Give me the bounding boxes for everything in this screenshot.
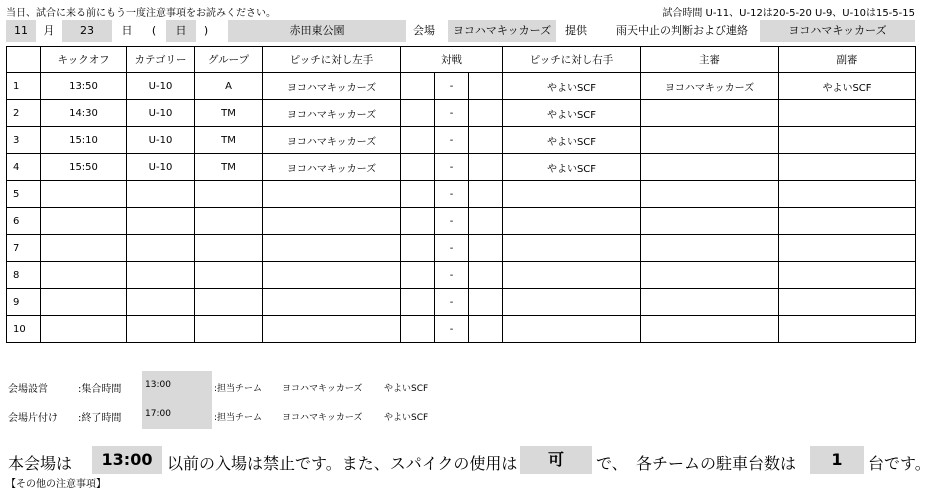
match-dash: -	[435, 127, 469, 154]
category-cell	[127, 235, 195, 262]
header-category: カテゴリー	[127, 47, 195, 73]
group-cell	[195, 208, 263, 235]
kickoff-cell	[41, 235, 127, 262]
schedule-table	[6, 46, 916, 343]
category-cell	[127, 208, 195, 235]
group-cell: TM	[195, 127, 263, 154]
match-dash: -	[435, 181, 469, 208]
group-cell: A	[195, 73, 263, 100]
provider-label: 提供	[565, 24, 587, 37]
match-dash: -	[435, 262, 469, 289]
assistant-cell	[779, 154, 916, 181]
match-dash: -	[435, 289, 469, 316]
cleanup-label: 会場片付け	[8, 413, 58, 424]
group-cell	[195, 235, 263, 262]
referee-cell	[641, 262, 779, 289]
cleanup-team-1: ヨコハマキッカーズ	[282, 413, 363, 423]
kickoff-cell	[41, 316, 127, 343]
rule-text-4: 各チームの駐車台数は	[636, 454, 797, 473]
kickoff-cell: 13:50	[41, 73, 127, 100]
match-dash: -	[435, 73, 469, 100]
match-score-right	[469, 289, 503, 316]
table-row	[7, 127, 916, 154]
referee-cell	[641, 208, 779, 235]
table-row	[7, 289, 916, 316]
right-team-cell	[503, 208, 641, 235]
right-team-cell: やよいSCF	[503, 154, 641, 181]
left-team-cell	[263, 208, 401, 235]
match-score-left	[401, 127, 435, 154]
cleanup-time-label: :終了時間	[78, 413, 122, 424]
match-score-right	[469, 208, 503, 235]
category-cell: U-10	[127, 73, 195, 100]
kickoff-cell: 15:50	[41, 154, 127, 181]
rain-label: 雨天中止の判断および連絡	[616, 24, 748, 37]
row-number: 1	[7, 73, 41, 100]
day-value: 23	[62, 20, 112, 42]
header-assistant: 副審	[779, 47, 916, 73]
header-referee: 主審	[641, 47, 779, 73]
match-time-text: 試合時間 U-11、U-12は20-5-20 U-9、U-10は15-5-15	[662, 8, 915, 19]
match-dash: -	[435, 208, 469, 235]
row-number: 9	[7, 289, 41, 316]
left-team-cell: ヨコハマキッカーズ	[263, 100, 401, 127]
cleanup-team-label: :担当チーム	[214, 413, 263, 423]
match-score-left	[401, 181, 435, 208]
table-row	[7, 154, 916, 181]
spike-box: 可	[520, 446, 592, 474]
match-score-right	[469, 73, 503, 100]
assistant-cell	[779, 235, 916, 262]
provider-name: ヨコハマキッカーズ	[448, 20, 556, 42]
group-cell: TM	[195, 154, 263, 181]
row-number: 2	[7, 100, 41, 127]
row-number: 10	[7, 316, 41, 343]
match-dash: -	[435, 316, 469, 343]
header-match: 対戦	[401, 47, 503, 73]
setup-team-2: やよいSCF	[384, 384, 429, 394]
paren-close: )	[203, 24, 209, 37]
group-cell	[195, 289, 263, 316]
row-number: 5	[7, 181, 41, 208]
table-row	[7, 73, 916, 100]
cleanup-time: 17:00	[145, 409, 171, 419]
match-score-left	[401, 73, 435, 100]
table-row	[7, 235, 916, 262]
match-score-right	[469, 316, 503, 343]
setup-team-label: :担当チーム	[214, 384, 263, 394]
rule-text-5: 台です。	[868, 454, 931, 473]
match-score-right	[469, 100, 503, 127]
assistant-cell	[779, 181, 916, 208]
referee-cell	[641, 235, 779, 262]
row-number: 6	[7, 208, 41, 235]
month-unit: 月	[43, 24, 55, 37]
setup-time-label: :集合時間	[78, 384, 122, 395]
assistant-cell	[779, 289, 916, 316]
left-team-cell: ヨコハマキッカーズ	[263, 154, 401, 181]
match-score-left	[401, 262, 435, 289]
group-cell	[195, 262, 263, 289]
right-team-cell: やよいSCF	[503, 127, 641, 154]
match-score-right	[469, 181, 503, 208]
rule-text-2: 以前の入場は禁止です。また、スパイクの使用は	[167, 454, 518, 473]
kickoff-cell	[41, 262, 127, 289]
right-team-cell	[503, 316, 641, 343]
referee-cell	[641, 316, 779, 343]
assistant-cell	[779, 127, 916, 154]
right-team-cell: やよいSCF	[503, 73, 641, 100]
match-score-left	[401, 289, 435, 316]
group-cell	[195, 181, 263, 208]
month-value: 11	[6, 20, 36, 42]
match-score-left	[401, 316, 435, 343]
referee-cell	[641, 289, 779, 316]
group-cell: TM	[195, 100, 263, 127]
match-score-left	[401, 208, 435, 235]
group-cell	[195, 316, 263, 343]
category-cell: U-10	[127, 127, 195, 154]
referee-cell	[641, 154, 779, 181]
category-cell: U-10	[127, 100, 195, 127]
referee-cell	[641, 181, 779, 208]
referee-cell: ヨコハマキッカーズ	[641, 73, 779, 100]
kickoff-cell	[41, 208, 127, 235]
schedule-body	[7, 73, 916, 343]
left-team-cell	[263, 235, 401, 262]
category-cell	[127, 181, 195, 208]
referee-cell	[641, 127, 779, 154]
right-team-cell: やよいSCF	[503, 100, 641, 127]
row-number: 7	[7, 235, 41, 262]
category-cell	[127, 316, 195, 343]
match-dash: -	[435, 100, 469, 127]
left-team-cell: ヨコハマキッカーズ	[263, 73, 401, 100]
right-team-cell	[503, 181, 641, 208]
match-score-right	[469, 235, 503, 262]
setup-time-box	[142, 371, 212, 400]
kickoff-cell	[41, 181, 127, 208]
row-number: 3	[7, 127, 41, 154]
other-notes-label: 【その他の注意事項】	[6, 479, 106, 490]
category-cell	[127, 262, 195, 289]
parking-box: 1	[810, 446, 864, 474]
left-team-cell	[263, 289, 401, 316]
setup-label: 会場設営	[8, 384, 48, 395]
entry-time-box: 13:00	[92, 446, 162, 474]
table-row	[7, 181, 916, 208]
table-row	[7, 316, 916, 343]
table-header-row	[7, 47, 916, 73]
referee-cell	[641, 100, 779, 127]
assistant-cell	[779, 100, 916, 127]
match-score-right	[469, 127, 503, 154]
cleanup-time-box	[142, 400, 212, 429]
cleanup-team-2: やよいSCF	[384, 413, 429, 423]
left-team-cell	[263, 181, 401, 208]
category-cell: U-10	[127, 154, 195, 181]
left-team-cell	[263, 262, 401, 289]
kickoff-cell: 15:10	[41, 127, 127, 154]
match-dash: -	[435, 235, 469, 262]
match-score-right	[469, 154, 503, 181]
right-team-cell	[503, 262, 641, 289]
assistant-cell	[779, 208, 916, 235]
venue-label: 会場	[413, 24, 435, 37]
setup-team-1: ヨコハマキッカーズ	[282, 384, 363, 394]
table-row	[7, 262, 916, 289]
left-team-cell: ヨコハマキッカーズ	[263, 127, 401, 154]
left-team-cell	[263, 316, 401, 343]
header-right-team: ピッチに対し右手	[503, 47, 641, 73]
match-dash: -	[435, 154, 469, 181]
venue-name: 赤田東公園	[228, 20, 406, 42]
notice-text: 当日、試合に来る前にもう一度注意事項をお読みください。	[6, 8, 276, 19]
assistant-cell	[779, 316, 916, 343]
kickoff-cell	[41, 289, 127, 316]
date-venue-row	[6, 20, 916, 42]
right-team-cell	[503, 289, 641, 316]
right-team-cell	[503, 235, 641, 262]
weekday-value: 日	[166, 20, 196, 42]
row-number: 4	[7, 154, 41, 181]
match-score-left	[401, 100, 435, 127]
header-no	[7, 47, 41, 73]
header-kickoff: キックオフ	[41, 47, 127, 73]
match-score-right	[469, 262, 503, 289]
setup-time: 13:00	[145, 380, 171, 390]
row-number: 8	[7, 262, 41, 289]
header-group: グループ	[195, 47, 263, 73]
assistant-cell: やよいSCF	[779, 73, 916, 100]
table-row	[7, 208, 916, 235]
header-left-team: ピッチに対し左手	[263, 47, 401, 73]
assistant-cell	[779, 262, 916, 289]
rule-text-1: 本会場は	[8, 454, 73, 473]
rain-contact: ヨコハマキッカーズ	[760, 20, 915, 42]
day-unit: 日	[121, 24, 133, 37]
rule-text-3: で、	[596, 454, 628, 473]
category-cell	[127, 289, 195, 316]
kickoff-cell: 14:30	[41, 100, 127, 127]
table-row	[7, 100, 916, 127]
match-score-left	[401, 235, 435, 262]
paren-open: (	[151, 24, 157, 37]
match-score-left	[401, 154, 435, 181]
